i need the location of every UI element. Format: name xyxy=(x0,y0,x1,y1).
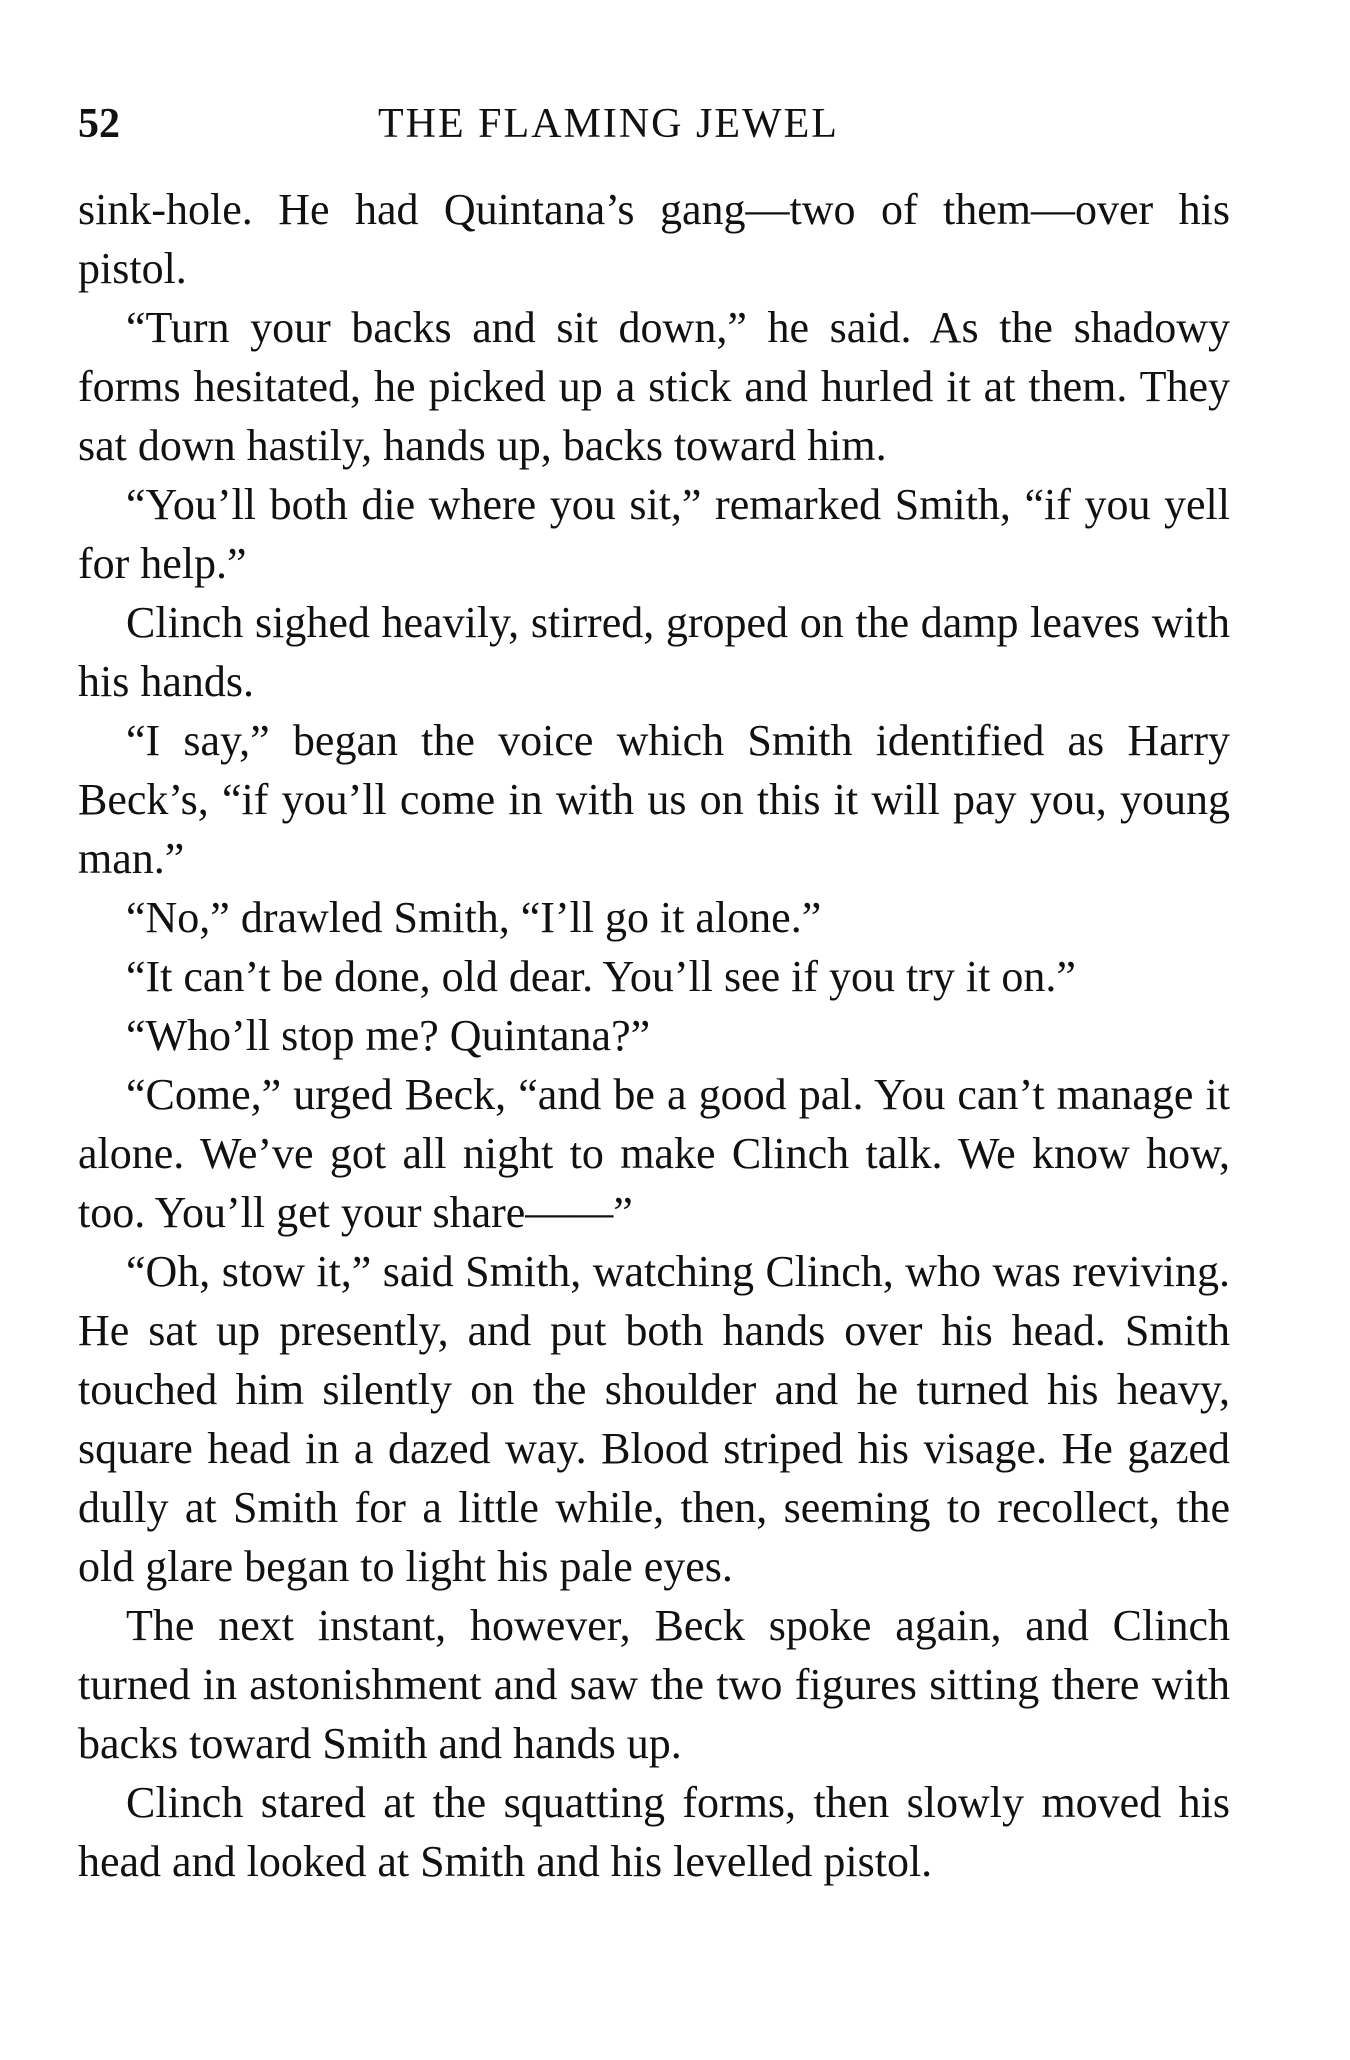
paragraph: “You’ll both die where you sit,” remarked Smith, “if you yell for help.” xyxy=(78,480,1230,588)
paragraph: “Oh, stow it,” said Smith, watching Clinch, who was reviving. He sat up presently, and put both hands over his head. Smith touched him silently on the shoulder and he turned his heavy, square head in a dazed way. Blood striped his visage. He gazed dully at Smith for a little while, then, seeming to recollect, the old glare began to light his pale eyes. xyxy=(78,1247,1230,1591)
paragraph: “I say,” began the voice which Smith identified as Harry Beck’s, “if you’ll come in with us on this it will pay you, young man.” xyxy=(78,716,1230,883)
paragraph: “No,” drawled Smith, “I’ll go it alone.” xyxy=(126,893,822,942)
paragraph: “Come,” urged Beck, “and be a good pal. You can’t manage it alone. We’ve got all night to make Clinch talk. We know how, too. You’ll get your share——” xyxy=(78,1070,1230,1237)
paragraph: “Turn your backs and sit down,” he said. As the shadowy forms hesitated, he picked up a stick and hurled it at them. They sat down hastily, hands up, backs toward him. xyxy=(78,303,1230,470)
paragraph: The next instant, however, Beck spoke again, and Clinch turned in astonishment and saw the two figures sitting there with backs toward Smith and hands up. xyxy=(78,1601,1230,1768)
page-number: 52 xyxy=(78,101,120,147)
page-header xyxy=(78,100,1230,160)
running-title: THE FLAMING JEWEL xyxy=(378,101,839,147)
paragraph: Clinch sighed heavily, stirred, groped on the damp leaves with his hands. xyxy=(78,598,1230,706)
paragraph: sink-hole. He had Quintana’s gang—two of them—over his pistol. xyxy=(78,185,1230,293)
paragraph: “It can’t be done, old dear. You’ll see if you try it on.” xyxy=(126,952,1076,1001)
paragraph: Clinch stared at the squatting forms, then slowly moved his head and looked at Smith and his levelled pistol. xyxy=(78,1778,1230,1886)
paragraph: “Who’ll stop me? Quintana?” xyxy=(126,1011,651,1060)
page-body xyxy=(78,180,1230,1891)
